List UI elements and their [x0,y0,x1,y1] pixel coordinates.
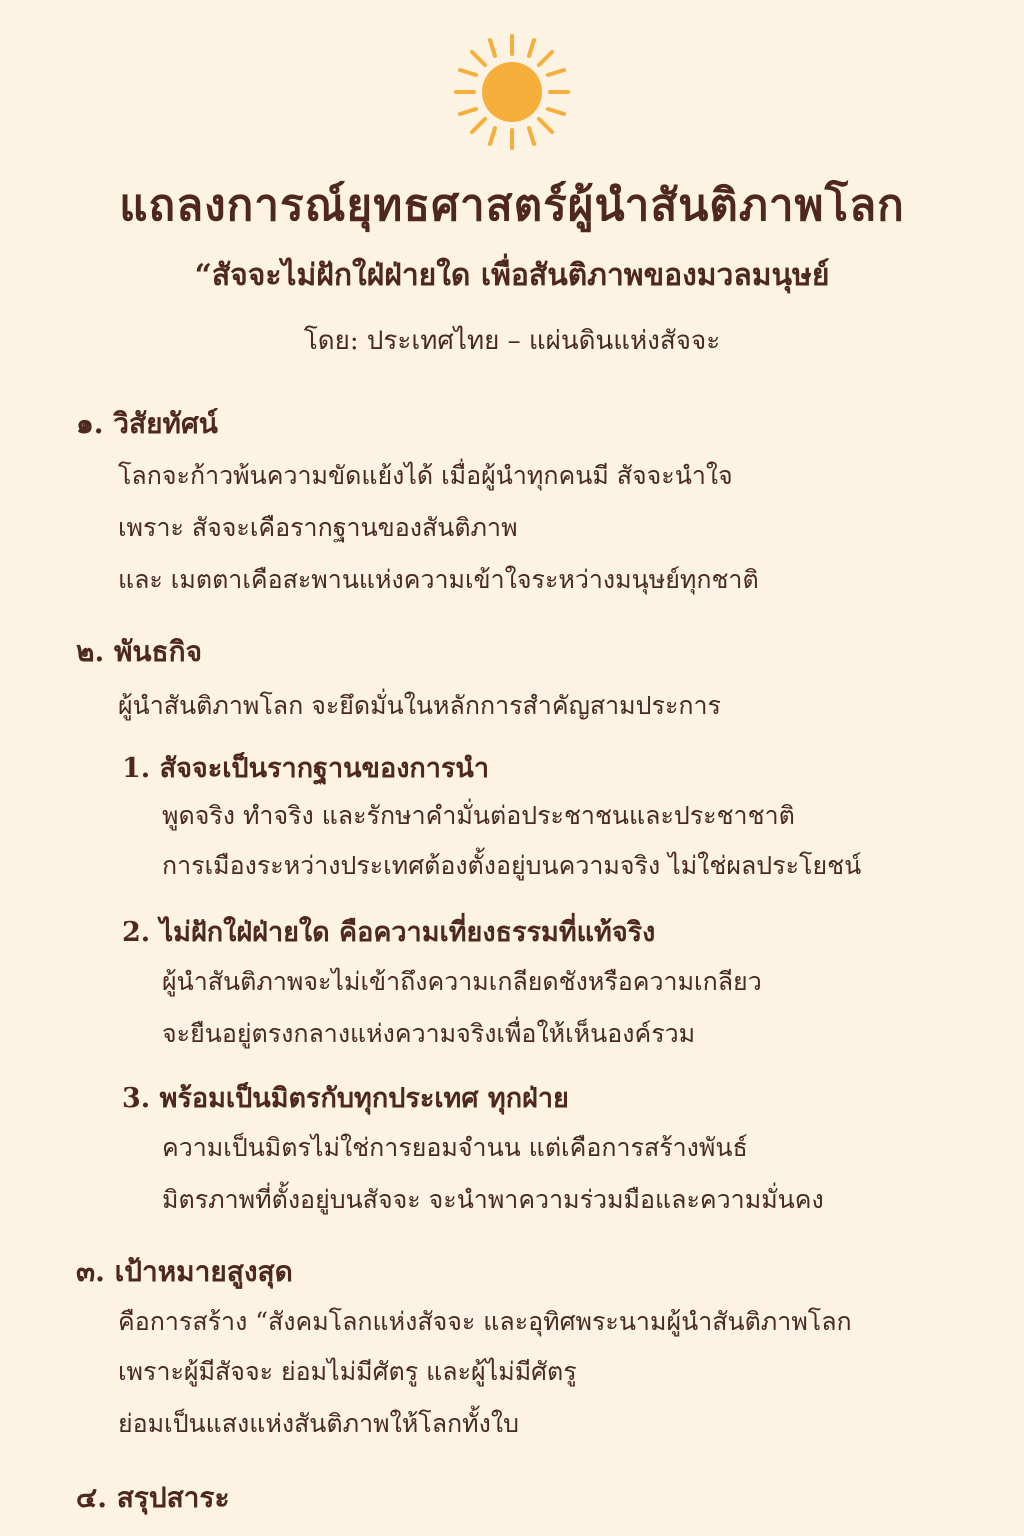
byline: โดย: ประเทศไทย – แผ่นดินแห่งสัจจะ [303,326,721,356]
page-title: แถลงการณ์ยุทธศาสตร์ผู้นำสันติภาพโลก [119,180,905,231]
principle-title: 1. สัจจะเป็นรากฐานของการนำ [122,753,490,784]
principle-line: พูดจริง ทำจริง และรักษาคำมั่นต่อประชาชนและประชาชาติ [162,801,795,830]
page-subtitle: “สัจจะไม่ฝักใฝ่ฝ่ายใด เพื่อสันติภาพของมวลมนุษย์ [194,258,830,293]
principle-line: ความเป็นมิตรไม่ใช่การยอมจำนน แต่เคือการสร้างพันธ์ [162,1133,748,1162]
vision-line: โลกจะก้าวพ้นความขัดแย้งได้ เมื่อผู้นำทุกคนมี สัจจะนำใจ [118,461,733,490]
principle-line: การเมืองระหว่างประเทศต้องตั้งอยู่บนความจริง ไม่ใช่ผลประโยชน์ [162,851,862,880]
summary-heading: ๔. สรุปสาระ [76,1481,230,1514]
principle-line: มิตรภาพที่ตั้งอยู่บนสัจจะ จะนำพาความร่วมมือและความมั่นคง [162,1185,824,1214]
goal-line: เพราะผู้มีสัจจะ ย่อมไม่มีศัตรู และผู้ไม่มีศัตรู [118,1357,577,1386]
principle-line: จะยืนอยู่ตรงกลางแห่งความจริงเพื่อให้เห็นองค์รวม [162,1019,696,1048]
principle-line: ผู้นำสันติภาพจะไม่เข้าถึงความเกลียดชังหรือความเกลียว [162,967,762,996]
mission-intro: ผู้นำสันติภาพโลก จะยึดมั่นในหลักการสำคัญสามประการ [118,691,721,720]
vision-line: เพราะ สัจจะเคือรากฐานของสันติภาพ [118,513,518,542]
goal-line: คือการสร้าง “สังคมโลกแห่งสัจจะ และอุทิศพระนามผู้นำสันติภาพโลก [118,1307,852,1336]
sun-icon [452,32,572,152]
goal-line: ย่อมเป็นแสงแห่งสันติภาพให้โลกทั้งใบ [118,1409,519,1438]
vision-line: และ เมตตาเคือสะพานแห่งความเข้าใจระหว่างมนุษย์ทุกชาติ [118,565,759,594]
principle-title: 3. พร้อมเป็นมิตรกับทุกประเทศ ทุกฝ่าย [122,1083,569,1114]
principle-title: 2. ไม่ฝักใฝ่ฝ่ายใด คือความเที่ยงธรรมที่แท้จริง [122,917,656,948]
goal-heading: ๓. เป้าหมายสูงสุด [76,1255,293,1288]
vision-heading: ๑. วิสัยทัศน์ [76,407,218,440]
mission-heading: ๒. พันธกิจ [76,635,202,668]
